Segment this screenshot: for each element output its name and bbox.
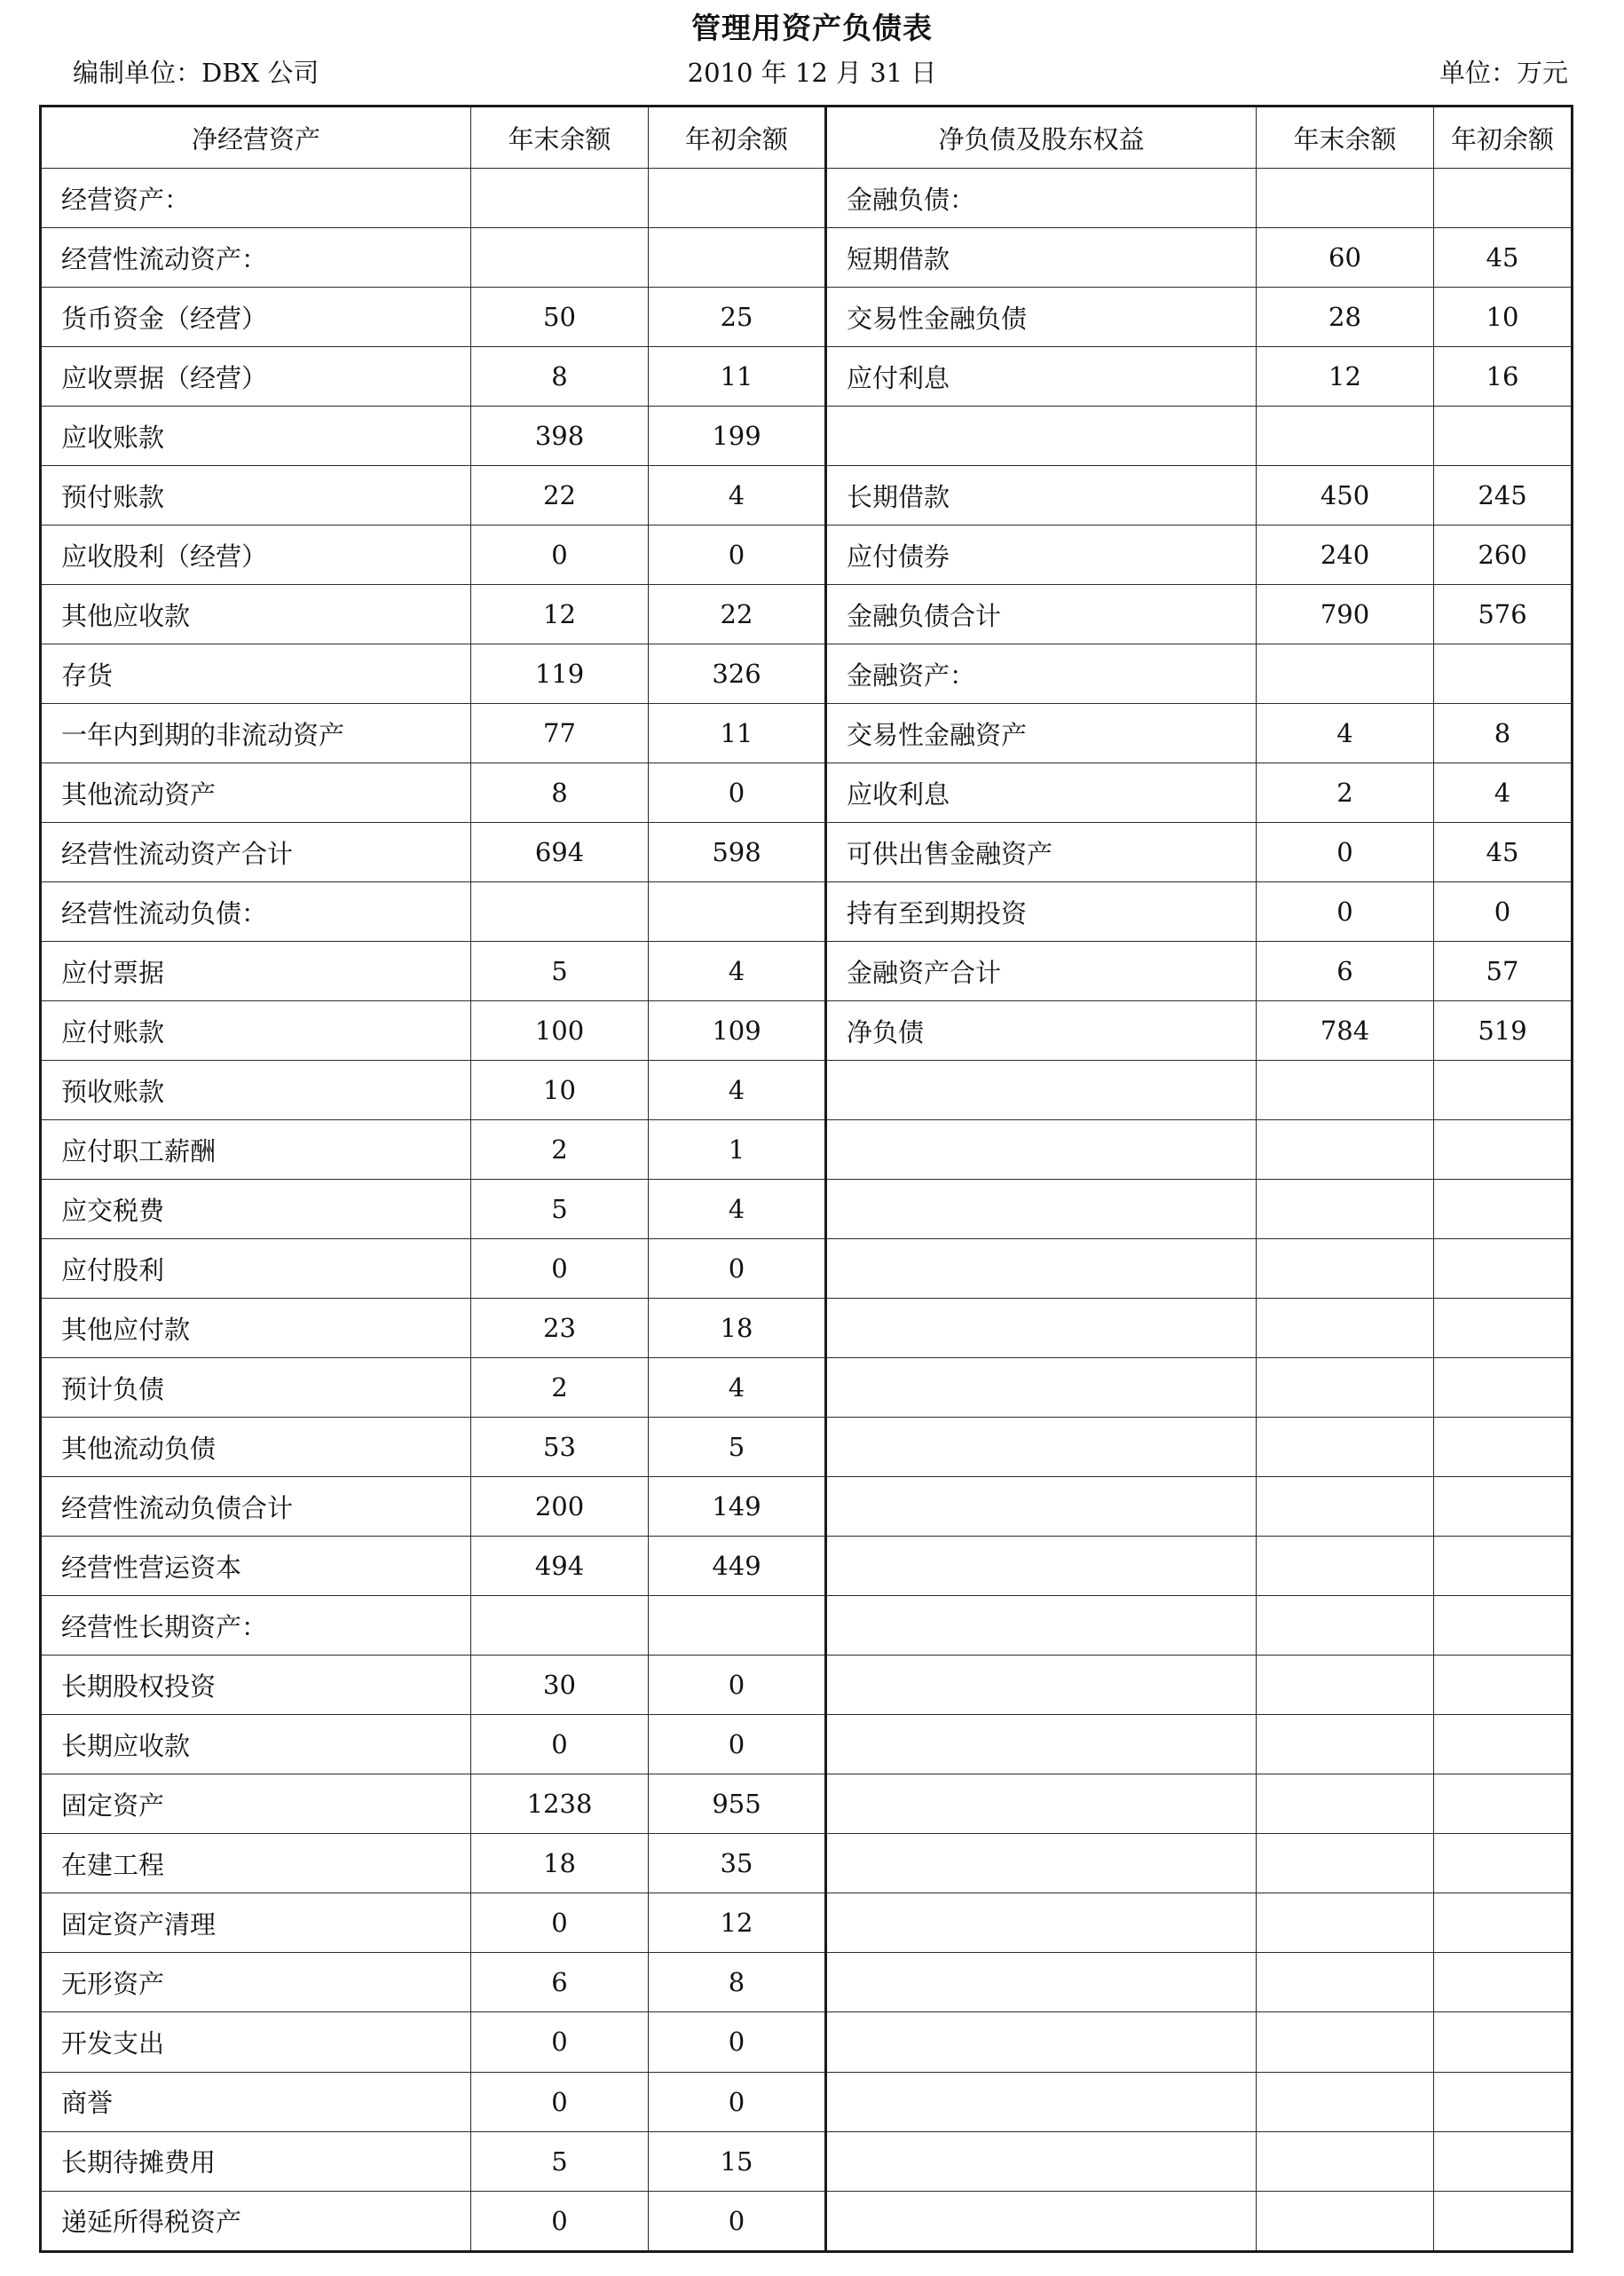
asset-year-begin-value: 4 <box>649 1358 826 1418</box>
liability-year-end-value <box>1257 2012 1434 2072</box>
asset-year-end-value: 0 <box>471 2191 649 2251</box>
asset-item-label: 其他流动资产 <box>41 763 471 823</box>
asset-year-end-value: 5 <box>471 942 649 1001</box>
table-row <box>41 1180 1573 1239</box>
table-row <box>41 466 1573 526</box>
asset-item-label: 固定资产清理 <box>41 1893 471 1953</box>
asset-item-label: 存货 <box>41 644 471 704</box>
asset-item-label: 应付职工薪酬 <box>41 1120 471 1180</box>
asset-year-begin-value: 4 <box>649 466 826 526</box>
table-row <box>41 1358 1573 1418</box>
asset-item-label: 货币资金（经营） <box>41 288 471 347</box>
asset-year-end-value: 6 <box>471 1953 649 2012</box>
asset-year-end-value: 2 <box>471 1358 649 1418</box>
asset-year-end-value: 53 <box>471 1418 649 1477</box>
liability-item-label: 短期借款 <box>826 228 1257 288</box>
table-row <box>41 1477 1573 1537</box>
liability-year-end-value: 4 <box>1257 704 1434 763</box>
header-net-debt-equity: 净负债及股东权益 <box>826 107 1257 169</box>
liability-year-begin-value: 0 <box>1434 882 1573 942</box>
asset-year-begin-value: 22 <box>649 585 826 644</box>
liability-year-end-value: 0 <box>1257 882 1434 942</box>
table-body <box>41 169 1573 2252</box>
asset-year-end-value: 0 <box>471 2012 649 2072</box>
asset-year-end-value: 18 <box>471 1834 649 1893</box>
table-row <box>41 1834 1573 1893</box>
table-row <box>41 169 1573 228</box>
asset-item-label: 应付票据 <box>41 942 471 1001</box>
asset-item-label: 其他应付款 <box>41 1299 471 1358</box>
liability-year-begin-value <box>1434 1537 1573 1596</box>
asset-year-begin-value: 449 <box>649 1537 826 1596</box>
liability-item-label <box>826 1180 1257 1239</box>
asset-year-begin-value: 35 <box>649 1834 826 1893</box>
header-year-begin-balance-right: 年初余额 <box>1434 107 1573 169</box>
liability-year-begin-value <box>1434 1834 1573 1893</box>
table-row <box>41 1774 1573 1834</box>
asset-year-begin-value: 18 <box>649 1299 826 1358</box>
asset-item-label: 应收股利（经营） <box>41 526 471 585</box>
asset-item-label: 其他应收款 <box>41 585 471 644</box>
liability-item-label <box>826 1596 1257 1656</box>
table-row <box>41 526 1573 585</box>
asset-item-label: 预计负债 <box>41 1358 471 1418</box>
header-net-operating-assets: 净经营资产 <box>41 107 471 169</box>
liability-year-end-value <box>1257 169 1434 228</box>
asset-year-begin-value: 955 <box>649 1774 826 1834</box>
asset-year-end-value <box>471 228 649 288</box>
liability-year-begin-value <box>1434 2191 1573 2251</box>
table-row <box>41 1239 1573 1299</box>
liability-item-label <box>826 1239 1257 1299</box>
liability-item-label <box>826 1477 1257 1537</box>
asset-year-end-value: 30 <box>471 1656 649 1715</box>
asset-year-begin-value: 326 <box>649 644 826 704</box>
liability-year-end-value: 28 <box>1257 288 1434 347</box>
asset-item-label: 商誉 <box>41 2072 471 2131</box>
liability-item-label <box>826 1358 1257 1418</box>
asset-year-begin-value: 12 <box>649 1893 826 1953</box>
asset-year-begin-value: 109 <box>649 1001 826 1061</box>
preparer-label: 编制单位：DBX 公司 <box>73 58 319 88</box>
liability-year-begin-value: 576 <box>1434 585 1573 644</box>
asset-year-begin-value: 0 <box>649 2012 826 2072</box>
liability-year-end-value <box>1257 1239 1434 1299</box>
liability-year-begin-value <box>1434 1715 1573 1774</box>
table-row <box>41 1418 1573 1477</box>
asset-item-label: 固定资产 <box>41 1774 471 1834</box>
asset-year-begin-value: 0 <box>649 526 826 585</box>
page-title: 管理用资产负债表 <box>691 11 933 45</box>
table-row <box>41 585 1573 644</box>
liability-year-end-value <box>1257 644 1434 704</box>
asset-year-begin-value: 4 <box>649 942 826 1001</box>
asset-item-label: 经营性长期资产： <box>41 1596 471 1656</box>
liability-year-end-value: 2 <box>1257 763 1434 823</box>
liability-year-begin-value <box>1434 169 1573 228</box>
table-row <box>41 942 1573 1001</box>
liability-year-begin-value <box>1434 1299 1573 1358</box>
liability-item-label <box>826 1418 1257 1477</box>
asset-year-begin-value: 25 <box>649 288 826 347</box>
asset-item-label: 递延所得税资产 <box>41 2191 471 2251</box>
asset-year-end-value: 119 <box>471 644 649 704</box>
asset-year-end-value: 100 <box>471 1001 649 1061</box>
table-row <box>41 1715 1573 1774</box>
asset-year-end-value: 398 <box>471 407 649 466</box>
asset-item-label: 开发支出 <box>41 2012 471 2072</box>
unit-label: 单位：万元 <box>1439 58 1568 88</box>
liability-year-end-value <box>1257 1596 1434 1656</box>
liability-year-end-value <box>1257 1120 1434 1180</box>
table-row <box>41 2012 1573 2072</box>
liability-item-label: 应收利息 <box>826 763 1257 823</box>
liability-year-end-value: 784 <box>1257 1001 1434 1061</box>
table-row <box>41 288 1573 347</box>
liability-year-begin-value: 4 <box>1434 763 1573 823</box>
liability-item-label <box>826 1061 1257 1120</box>
liability-year-begin-value <box>1434 2072 1573 2131</box>
liability-item-label <box>826 1953 1257 2012</box>
liability-year-begin-value: 57 <box>1434 942 1573 1001</box>
liability-year-begin-value <box>1434 1893 1573 1953</box>
table-row <box>41 1893 1573 1953</box>
liability-item-label: 持有至到期投资 <box>826 882 1257 942</box>
liability-item-label <box>826 1120 1257 1180</box>
balance-sheet-table <box>39 105 1573 2253</box>
liability-year-end-value: 790 <box>1257 585 1434 644</box>
liability-year-begin-value <box>1434 1358 1573 1418</box>
asset-year-begin-value <box>649 169 826 228</box>
liability-item-label: 金融资产： <box>826 644 1257 704</box>
table-row <box>41 823 1573 882</box>
asset-year-begin-value: 0 <box>649 763 826 823</box>
asset-year-begin-value: 11 <box>649 704 826 763</box>
liability-year-end-value <box>1257 1061 1434 1120</box>
liability-year-end-value: 240 <box>1257 526 1434 585</box>
asset-year-begin-value: 149 <box>649 1477 826 1537</box>
liability-year-begin-value: 245 <box>1434 466 1573 526</box>
asset-item-label: 应收票据（经营） <box>41 347 471 407</box>
table-row <box>41 1537 1573 1596</box>
asset-item-label: 其他流动负债 <box>41 1418 471 1477</box>
liability-item-label <box>826 1537 1257 1596</box>
liability-year-end-value <box>1257 2072 1434 2131</box>
liability-year-begin-value <box>1434 1774 1573 1834</box>
liability-year-begin-value: 45 <box>1434 228 1573 288</box>
asset-year-end-value: 23 <box>471 1299 649 1358</box>
liability-item-label: 长期借款 <box>826 466 1257 526</box>
table-row <box>41 2131 1573 2191</box>
liability-item-label <box>826 1774 1257 1834</box>
asset-year-end-value <box>471 1596 649 1656</box>
liability-year-end-value <box>1257 1299 1434 1358</box>
asset-year-end-value: 200 <box>471 1477 649 1537</box>
liability-year-begin-value <box>1434 644 1573 704</box>
liability-year-begin-value <box>1434 1180 1573 1239</box>
asset-year-end-value: 0 <box>471 1715 649 1774</box>
liability-year-begin-value <box>1434 1477 1573 1537</box>
liability-year-end-value: 0 <box>1257 823 1434 882</box>
liability-year-end-value <box>1257 1774 1434 1834</box>
liability-year-begin-value: 519 <box>1434 1001 1573 1061</box>
asset-year-end-value: 22 <box>471 466 649 526</box>
asset-year-end-value: 50 <box>471 288 649 347</box>
liability-year-end-value <box>1257 1953 1434 2012</box>
liability-year-end-value <box>1257 1715 1434 1774</box>
asset-year-begin-value: 5 <box>649 1418 826 1477</box>
liability-year-begin-value: 16 <box>1434 347 1573 407</box>
liability-item-label <box>826 1893 1257 1953</box>
header-year-end-balance-left: 年末余额 <box>471 107 649 169</box>
asset-year-end-value: 8 <box>471 347 649 407</box>
liability-year-end-value <box>1257 407 1434 466</box>
liability-year-begin-value <box>1434 1418 1573 1477</box>
asset-year-end-value: 5 <box>471 1180 649 1239</box>
liability-year-begin-value: 260 <box>1434 526 1573 585</box>
liability-year-end-value <box>1257 1477 1434 1537</box>
table-row <box>41 2191 1573 2251</box>
liability-item-label: 金融负债： <box>826 169 1257 228</box>
liability-year-begin-value: 45 <box>1434 823 1573 882</box>
asset-year-end-value: 0 <box>471 526 649 585</box>
asset-year-end-value: 0 <box>471 2072 649 2131</box>
asset-year-end-value: 8 <box>471 763 649 823</box>
table-row <box>41 704 1573 763</box>
table-row <box>41 763 1573 823</box>
liability-item-label <box>826 2131 1257 2191</box>
asset-item-label: 经营资产： <box>41 169 471 228</box>
table-row <box>41 1953 1573 2012</box>
asset-year-begin-value <box>649 228 826 288</box>
asset-item-label: 经营性流动资产： <box>41 228 471 288</box>
liability-year-end-value <box>1257 1834 1434 1893</box>
liability-item-label: 净负债 <box>826 1001 1257 1061</box>
asset-item-label: 经营性营运资本 <box>41 1537 471 1596</box>
asset-item-label: 在建工程 <box>41 1834 471 1893</box>
liability-year-end-value: 12 <box>1257 347 1434 407</box>
liability-item-label: 应付债券 <box>826 526 1257 585</box>
asset-year-begin-value: 8 <box>649 1953 826 2012</box>
liability-item-label <box>826 1834 1257 1893</box>
table-row <box>41 407 1573 466</box>
table-header-row <box>41 107 1573 169</box>
asset-item-label: 预收账款 <box>41 1061 471 1120</box>
liability-item-label <box>826 1299 1257 1358</box>
asset-item-label: 应付账款 <box>41 1001 471 1061</box>
liability-year-end-value <box>1257 1358 1434 1418</box>
liability-year-begin-value <box>1434 1656 1573 1715</box>
asset-item-label: 无形资产 <box>41 1953 471 2012</box>
asset-item-label: 经营性流动资产合计 <box>41 823 471 882</box>
liability-year-end-value <box>1257 1537 1434 1596</box>
asset-year-end-value: 77 <box>471 704 649 763</box>
liability-year-begin-value <box>1434 1239 1573 1299</box>
liability-year-end-value <box>1257 2191 1434 2251</box>
asset-year-begin-value: 11 <box>649 347 826 407</box>
liability-year-end-value: 60 <box>1257 228 1434 288</box>
table-row <box>41 1061 1573 1120</box>
asset-year-end-value: 12 <box>471 585 649 644</box>
asset-year-end-value: 10 <box>471 1061 649 1120</box>
asset-year-begin-value: 0 <box>649 2072 826 2131</box>
liability-year-end-value <box>1257 2131 1434 2191</box>
liability-year-end-value <box>1257 1418 1434 1477</box>
liability-year-end-value: 450 <box>1257 466 1434 526</box>
asset-item-label: 预付账款 <box>41 466 471 526</box>
liability-year-end-value <box>1257 1893 1434 1953</box>
table-row <box>41 1596 1573 1656</box>
asset-year-end-value <box>471 882 649 942</box>
table-row <box>41 644 1573 704</box>
liability-item-label <box>826 2012 1257 2072</box>
liability-item-label: 应付利息 <box>826 347 1257 407</box>
liability-item-label: 金融资产合计 <box>826 942 1257 1001</box>
asset-item-label: 长期应收款 <box>41 1715 471 1774</box>
liability-year-begin-value <box>1434 1596 1573 1656</box>
header-year-begin-balance-left: 年初余额 <box>649 107 826 169</box>
asset-year-begin-value: 0 <box>649 2191 826 2251</box>
liability-year-begin-value <box>1434 407 1573 466</box>
table-row <box>41 347 1573 407</box>
liability-item-label: 交易性金融负债 <box>826 288 1257 347</box>
asset-year-end-value: 0 <box>471 1239 649 1299</box>
liability-year-begin-value <box>1434 1061 1573 1120</box>
asset-item-label: 长期股权投资 <box>41 1656 471 1715</box>
header-year-end-balance-right: 年末余额 <box>1257 107 1434 169</box>
liability-item-label <box>826 2191 1257 2251</box>
liability-year-end-value <box>1257 1180 1434 1239</box>
table-row <box>41 2072 1573 2131</box>
asset-year-begin-value: 4 <box>649 1061 826 1120</box>
liability-item-label <box>826 1656 1257 1715</box>
asset-item-label: 应交税费 <box>41 1180 471 1239</box>
asset-year-begin-value: 15 <box>649 2131 826 2191</box>
liability-item-label: 金融负债合计 <box>826 585 1257 644</box>
asset-year-begin-value <box>649 1596 826 1656</box>
asset-item-label: 应收账款 <box>41 407 471 466</box>
liability-year-begin-value <box>1434 2131 1573 2191</box>
liability-year-begin-value: 8 <box>1434 704 1573 763</box>
asset-year-begin-value: 598 <box>649 823 826 882</box>
asset-item-label: 应付股利 <box>41 1239 471 1299</box>
asset-year-end-value: 694 <box>471 823 649 882</box>
liability-item-label <box>826 2072 1257 2131</box>
liability-year-begin-value <box>1434 1120 1573 1180</box>
asset-year-begin-value <box>649 882 826 942</box>
asset-year-end-value <box>471 169 649 228</box>
asset-item-label: 一年内到期的非流动资产 <box>41 704 471 763</box>
asset-year-end-value: 5 <box>471 2131 649 2191</box>
asset-year-end-value: 1238 <box>471 1774 649 1834</box>
liability-item-label <box>826 1715 1257 1774</box>
table-row <box>41 1299 1573 1358</box>
asset-year-end-value: 0 <box>471 1893 649 1953</box>
liability-year-end-value: 6 <box>1257 942 1434 1001</box>
asset-item-label: 长期待摊费用 <box>41 2131 471 2191</box>
table-row <box>41 1120 1573 1180</box>
liability-item-label: 可供出售金融资产 <box>826 823 1257 882</box>
asset-year-begin-value: 4 <box>649 1180 826 1239</box>
asset-year-end-value: 494 <box>471 1537 649 1596</box>
asset-year-begin-value: 0 <box>649 1656 826 1715</box>
asset-year-begin-value: 1 <box>649 1120 826 1180</box>
asset-item-label: 经营性流动负债合计 <box>41 1477 471 1537</box>
liability-year-begin-value <box>1434 1953 1573 2012</box>
liability-year-end-value <box>1257 1656 1434 1715</box>
liability-year-begin-value: 10 <box>1434 288 1573 347</box>
table-row <box>41 882 1573 942</box>
asset-year-begin-value: 0 <box>649 1239 826 1299</box>
asset-year-begin-value: 199 <box>649 407 826 466</box>
table-row <box>41 1001 1573 1061</box>
liability-item-label <box>826 407 1257 466</box>
table-row <box>41 228 1573 288</box>
asset-item-label: 经营性流动负债： <box>41 882 471 942</box>
asset-year-end-value: 2 <box>471 1120 649 1180</box>
table-row <box>41 1656 1573 1715</box>
liability-item-label: 交易性金融资产 <box>826 704 1257 763</box>
asset-year-begin-value: 0 <box>649 1715 826 1774</box>
liability-year-begin-value <box>1434 2012 1573 2072</box>
report-date: 2010 年 12 月 31 日 <box>687 58 937 88</box>
